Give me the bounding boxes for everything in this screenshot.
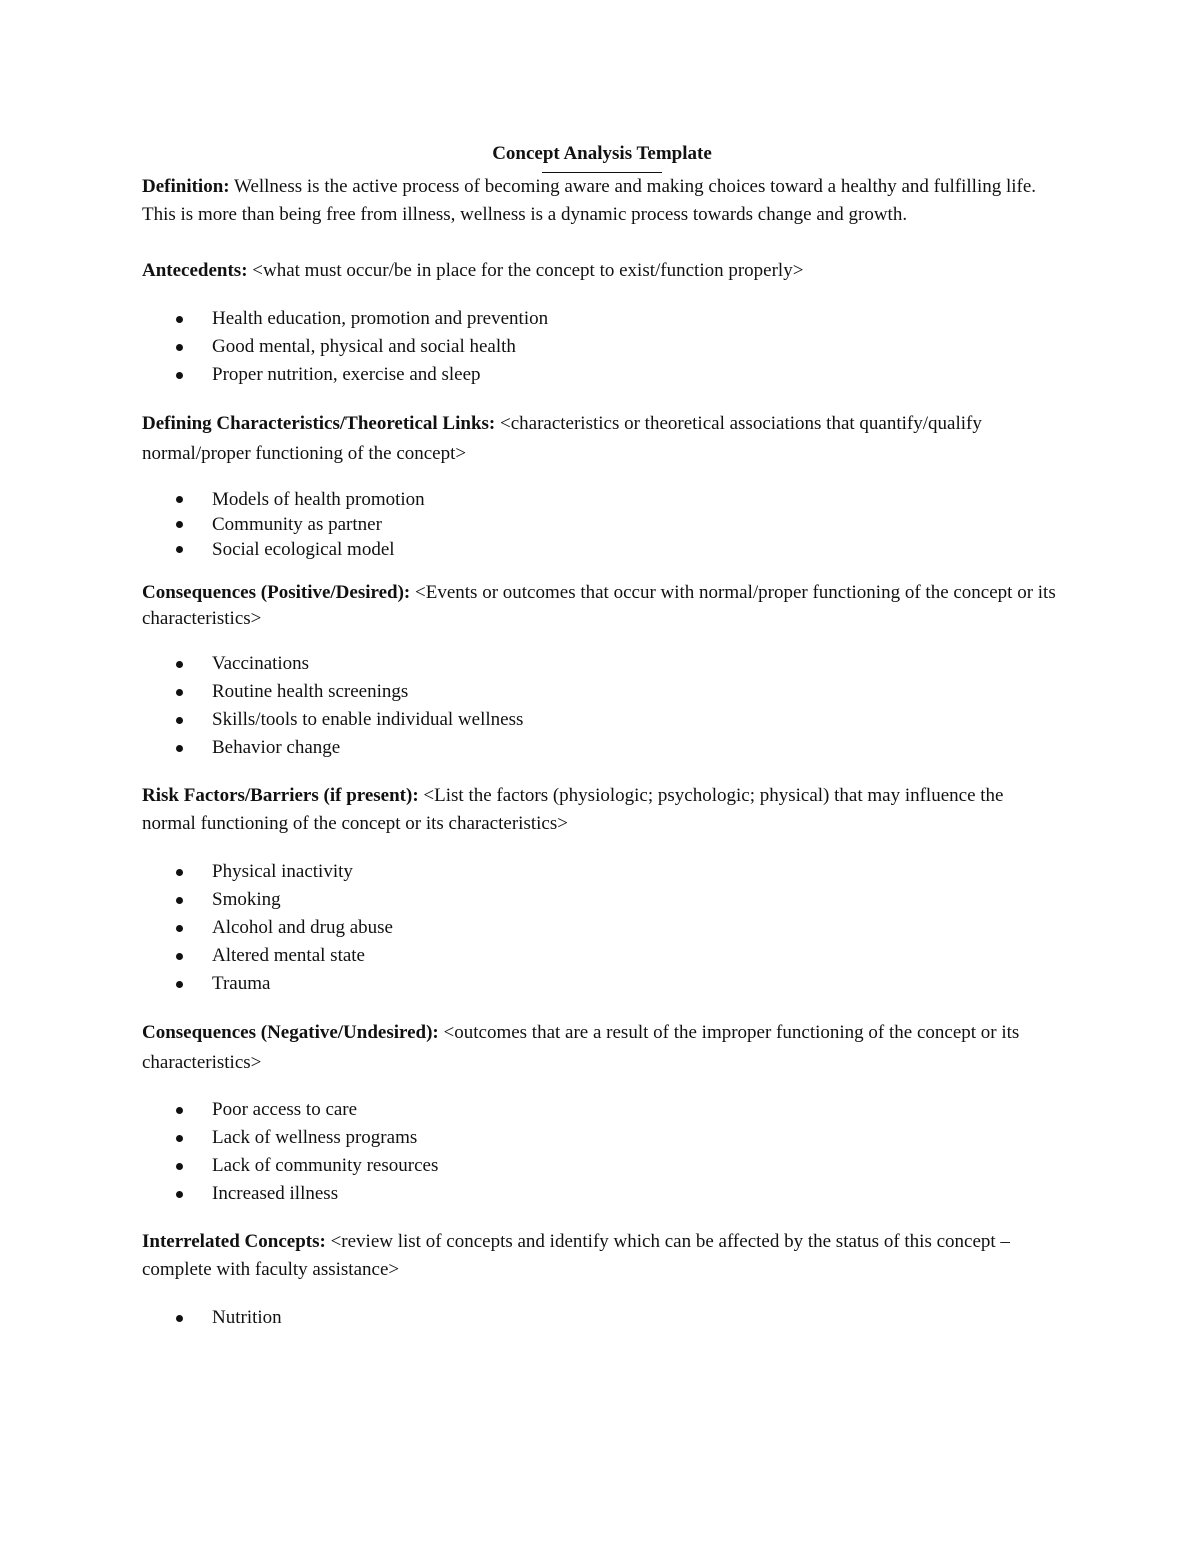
bullet-icon bbox=[176, 869, 183, 876]
section-prompt: <what must occur/be in place for the concept to exist/function properly> bbox=[252, 260, 804, 281]
section-label: Consequences (Negative/Undesired): bbox=[142, 1022, 439, 1043]
bullet-icon bbox=[176, 546, 183, 553]
list-item: Community as partner bbox=[142, 512, 1062, 537]
section-interrelated-concepts-heading bbox=[142, 1228, 1062, 1284]
list-item: Skills/tools to enable individual wellness bbox=[142, 706, 1062, 734]
bullet-icon bbox=[176, 496, 183, 503]
list-item: Physical inactivity bbox=[142, 858, 1062, 886]
bullet-icon bbox=[176, 897, 183, 904]
section-consequences-negative-heading bbox=[142, 1018, 1062, 1078]
section-consequences-negative-list bbox=[142, 1096, 1062, 1208]
list-item: Alcohol and drug abuse bbox=[142, 914, 1062, 942]
section-consequences-positive-list bbox=[142, 650, 1062, 762]
bullet-icon bbox=[176, 1315, 183, 1322]
list-item: Trauma bbox=[142, 970, 1062, 998]
document-title: Concept Analysis Template bbox=[492, 143, 712, 164]
section-antecedents-list bbox=[142, 305, 1062, 389]
bullet-icon bbox=[176, 1191, 183, 1198]
bullet-icon bbox=[176, 1163, 183, 1170]
bullet-icon bbox=[176, 953, 183, 960]
section-label: Antecedents: bbox=[142, 260, 248, 281]
section-label: Interrelated Concepts: bbox=[142, 1231, 326, 1252]
list-item: Models of health promotion bbox=[142, 487, 1062, 512]
definition-text: Wellness is the active process of becoming aware and making choices toward a healthy and fulfilling life. This is more than being free from illness, wellness is a dynamic process towards change and growth. bbox=[142, 176, 1037, 225]
bullet-icon bbox=[176, 372, 183, 379]
list-item: Lack of community resources bbox=[142, 1152, 1062, 1180]
bullet-icon bbox=[176, 521, 183, 528]
definition-label: Definition: bbox=[142, 176, 230, 197]
section-risk-factors-list bbox=[142, 858, 1062, 998]
section-prompt: <characteristics or theoretical associations that quantify/qualify normal/proper functioning of the concept> bbox=[142, 413, 982, 464]
section-label: Consequences (Positive/Desired): bbox=[142, 582, 411, 603]
list-item: Social ecological model bbox=[142, 537, 1062, 562]
bullet-icon bbox=[176, 689, 183, 696]
section-consequences-positive-heading bbox=[142, 580, 1062, 632]
list-item: Proper nutrition, exercise and sleep bbox=[142, 361, 1062, 389]
section-antecedents-heading bbox=[142, 257, 1062, 285]
list-item: Nutrition bbox=[142, 1304, 1062, 1332]
bullet-icon bbox=[176, 981, 183, 988]
list-item: Lack of wellness programs bbox=[142, 1124, 1062, 1152]
section-risk-factors-heading bbox=[142, 782, 1062, 838]
section-label: Defining Characteristics/Theoretical Links: bbox=[142, 413, 496, 434]
list-item: Vaccinations bbox=[142, 650, 1062, 678]
list-item: Altered mental state bbox=[142, 942, 1062, 970]
bullet-icon bbox=[176, 925, 183, 932]
section-prompt: <List the factors (physiologic; psychologic; physical) that may influence the normal functioning of the concept or its characteristics> bbox=[142, 785, 1004, 834]
list-item: Smoking bbox=[142, 886, 1062, 914]
section-defining-characteristics-heading bbox=[142, 409, 1062, 469]
bullet-icon bbox=[176, 745, 183, 752]
bullet-icon bbox=[176, 661, 183, 668]
list-item: Good mental, physical and social health bbox=[142, 333, 1062, 361]
list-item: Health education, promotion and prevention bbox=[142, 305, 1062, 333]
section-prompt: <review list of concepts and identify which can be affected by the status of this concept – complete with faculty assistance> bbox=[142, 1231, 1010, 1280]
list-item: Behavior change bbox=[142, 734, 1062, 762]
bullet-icon bbox=[176, 1107, 183, 1114]
document-page bbox=[142, 140, 1062, 1332]
bullet-icon bbox=[176, 316, 183, 323]
section-defining-characteristics-list bbox=[142, 487, 1062, 562]
section-interrelated-concepts-list bbox=[142, 1304, 1062, 1332]
section-label: Risk Factors/Barriers (if present): bbox=[142, 785, 419, 806]
section-prompt: <Events or outcomes that occur with normal/proper functioning of the concept or its characteristics> bbox=[142, 582, 1056, 629]
bullet-icon bbox=[176, 344, 183, 351]
list-item: Increased illness bbox=[142, 1180, 1062, 1208]
definition-paragraph bbox=[142, 173, 1062, 229]
section-prompt: <outcomes that are a result of the improper functioning of the concept or its characteristics> bbox=[142, 1022, 1020, 1073]
bullet-icon bbox=[176, 717, 183, 724]
bullet-icon bbox=[176, 1135, 183, 1142]
list-item: Poor access to care bbox=[142, 1096, 1062, 1124]
list-item: Routine health screenings bbox=[142, 678, 1062, 706]
